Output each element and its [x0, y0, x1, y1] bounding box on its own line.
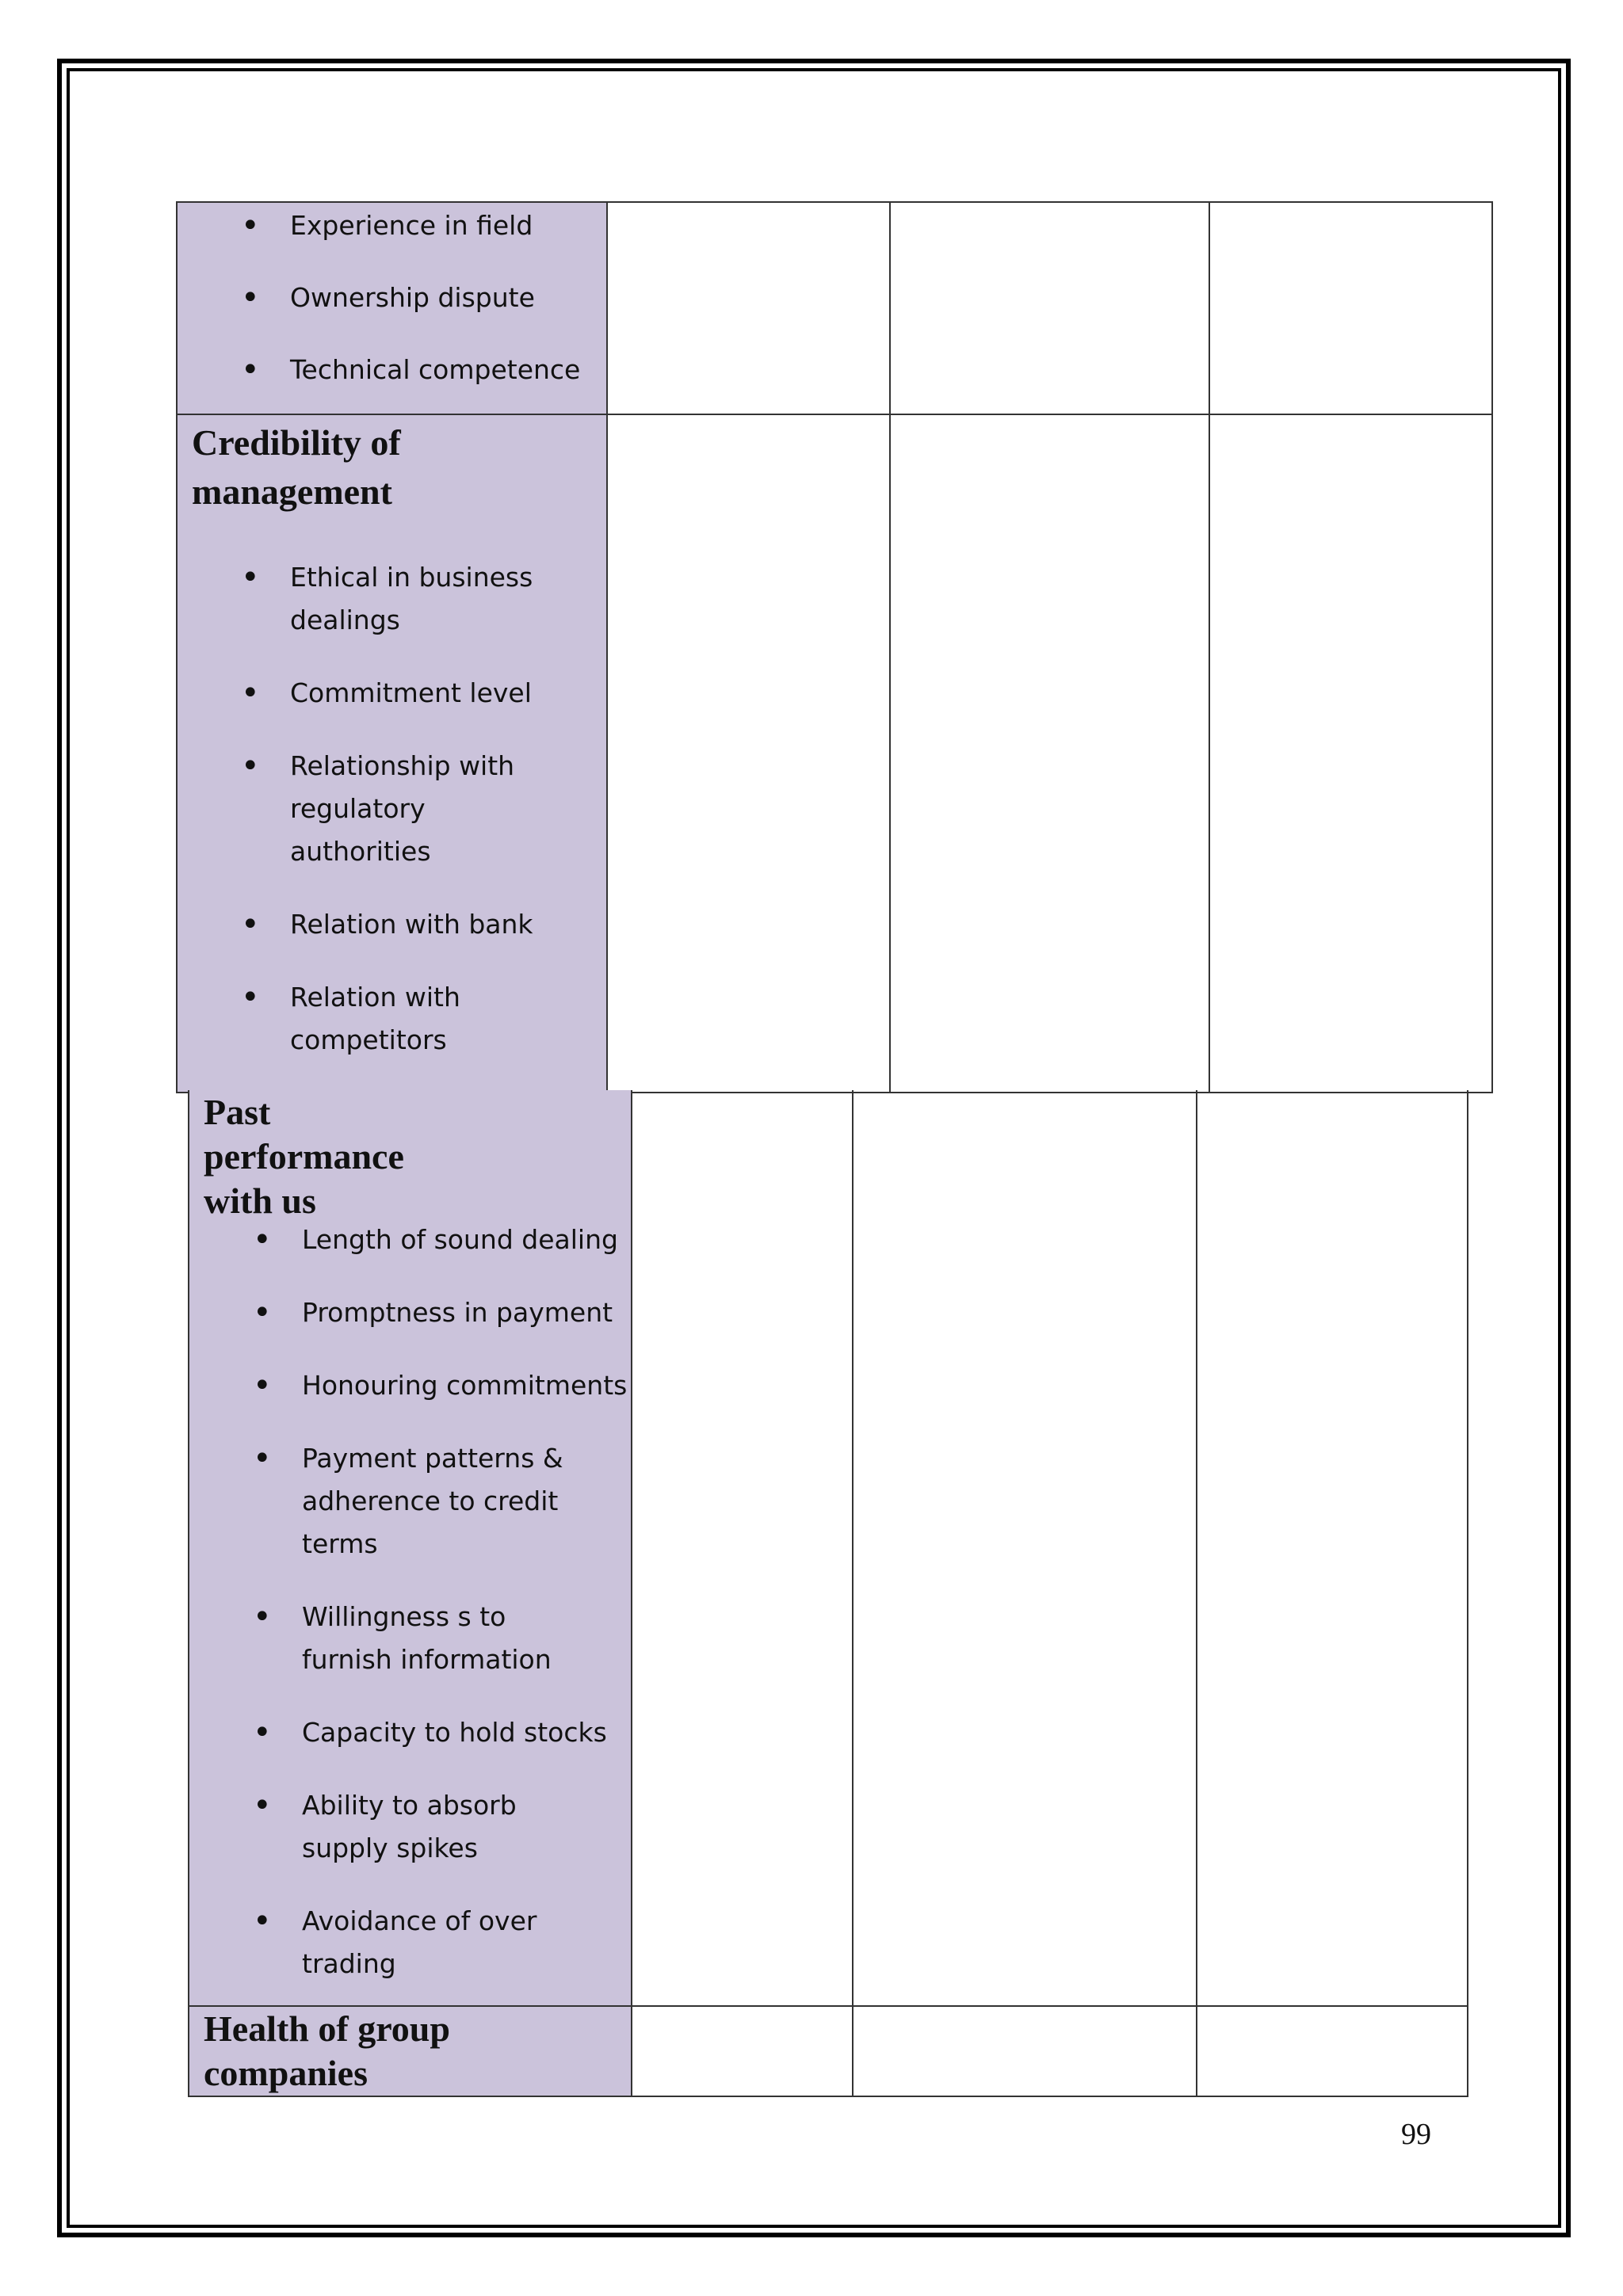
rating-cell: [890, 202, 1209, 414]
page-number: 99: [1401, 2118, 1431, 2151]
criteria-list: [189, 1219, 631, 1985]
list-item: • Ability to absorb supply spikes: [189, 1784, 631, 1870]
assessment-table-top: [176, 201, 1493, 1093]
list-item: • Commitment level: [178, 672, 606, 715]
table-row: [189, 2006, 1468, 2096]
criteria-cell: [189, 2006, 632, 2096]
list-item: • Payment patterns & adherence to credit terms: [189, 1437, 631, 1566]
rating-cell: [853, 2006, 1197, 2096]
table-row: [177, 414, 1492, 1093]
rating-cell: [607, 202, 890, 414]
criteria-list: [178, 556, 606, 1062]
section-heading: Health of group companies: [204, 2008, 450, 2093]
list-item: • Experience in field: [178, 204, 606, 247]
rating-cell: [1209, 414, 1492, 1093]
rating-cell: [632, 1090, 853, 2006]
list-item: • Relationship with regulatory authorities: [178, 745, 606, 873]
table-row: [189, 1090, 1468, 2006]
assessment-table-bottom: [188, 1090, 1468, 2097]
list-item: • Promptness in payment: [189, 1291, 631, 1334]
rating-cell: [632, 2006, 853, 2096]
rating-cell: [1197, 1090, 1468, 2006]
list-item: • Capacity to hold stocks: [189, 1711, 631, 1754]
list-item: • Avoidance of over trading: [189, 1900, 631, 1985]
criteria-list: [178, 204, 606, 391]
list-item: • Length of sound dealing: [189, 1219, 631, 1261]
list-item: • Technical competence: [178, 349, 606, 391]
rating-cell: [853, 1090, 1197, 2006]
section-heading: Credibility of management: [192, 422, 401, 512]
criteria-cell: [189, 1090, 632, 2006]
list-item: • Ownership dispute: [178, 277, 606, 319]
table-row: [177, 202, 1492, 414]
list-item: • Honouring commitments: [189, 1364, 631, 1407]
rating-cell: [890, 414, 1209, 1093]
list-item: • Relation with competitors: [178, 976, 606, 1062]
criteria-cell: [177, 202, 607, 414]
rating-cell: [1197, 2006, 1468, 2096]
rating-cell: [1209, 202, 1492, 414]
criteria-cell: [177, 414, 607, 1093]
list-item: • Willingness s to furnish information: [189, 1596, 631, 1681]
list-item: • Relation with bank: [178, 903, 606, 946]
list-item: • Ethical in business dealings: [178, 556, 606, 642]
section-heading: Past performance with us: [204, 1092, 404, 1221]
rating-cell: [607, 414, 890, 1093]
